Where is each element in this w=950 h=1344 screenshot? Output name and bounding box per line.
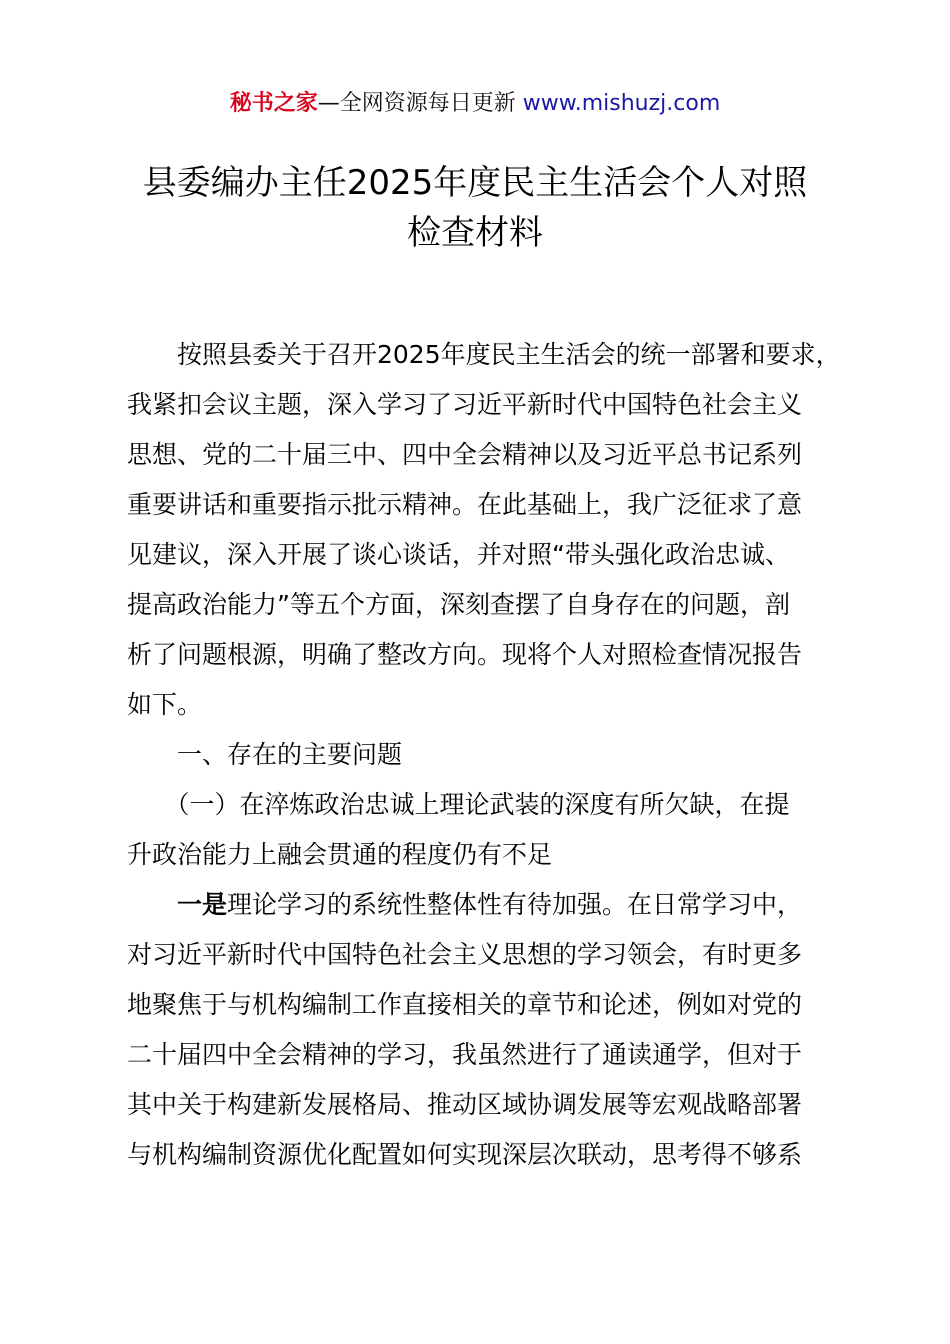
body-line: 思想、党的二十届三中、四中全会精神以及习近平总书记系列	[127, 440, 803, 469]
body-line: 如下。	[127, 690, 203, 719]
document-title	[100, 158, 850, 258]
body-line: 按照县委关于召开2025年度民主生活会的统一部署和要求，	[127, 340, 841, 369]
subsection-heading-line: 升政治能力上融会贯通的程度仍有不足	[127, 840, 553, 869]
body-line: 我紧扣会议主题，深入学习了习近平新时代中国特色社会主义	[127, 390, 803, 419]
site-tagline: —全网资源每日更新	[317, 91, 523, 116]
body-line: 二十届四中全会精神的学习，我虽然进行了通读通学，但对于	[127, 1040, 803, 1069]
body-line: 对习近平新时代中国特色社会主义思想的学习领会，有时更多	[127, 940, 803, 969]
body-line: 提高政治能力”等五个方面，深刻查摆了自身存在的问题，剖	[127, 590, 790, 619]
document-body	[127, 330, 841, 1180]
subsection-heading-line: （一）在淬炼政治忠诚上理论武装的深度有所欠缺，在提	[127, 790, 790, 819]
body-line: 其中关于构建新发展格局、推动区域协调发展等宏观战略部署	[127, 1090, 803, 1119]
item-lead: 一是	[177, 890, 228, 919]
body-line: 地聚焦于与机构编制工作直接相关的章节和论述，例如对党的	[127, 990, 803, 1019]
site-header	[0, 88, 950, 120]
body-line: 重要讲话和重要指示批示精神。在此基础上，我广泛征求了意	[127, 490, 803, 519]
body-line: 析了问题根源，明确了整改方向。现将个人对照检查情况报告	[127, 640, 803, 669]
body-line: 见建议，深入开展了谈心谈话，并对照“带头强化政治忠诚、	[127, 540, 790, 569]
site-brand: 秘书之家	[229, 91, 318, 116]
body-line: 与机构编制资源优化配置如何实现深层次联动，思考得不够系	[127, 1140, 803, 1169]
site-url-link[interactable]: www.mishuzj.com	[522, 91, 721, 116]
item-first-line	[127, 880, 833, 930]
item-first-line-text: 理论学习的系统性整体性有待加强。在日常学习中，	[227, 890, 803, 919]
title-line-1: 县委编办主任2025年度民主生活会个人对照	[142, 163, 808, 203]
section-heading: 一、存在的主要问题	[127, 740, 403, 769]
title-line-2: 检查材料	[407, 213, 543, 253]
